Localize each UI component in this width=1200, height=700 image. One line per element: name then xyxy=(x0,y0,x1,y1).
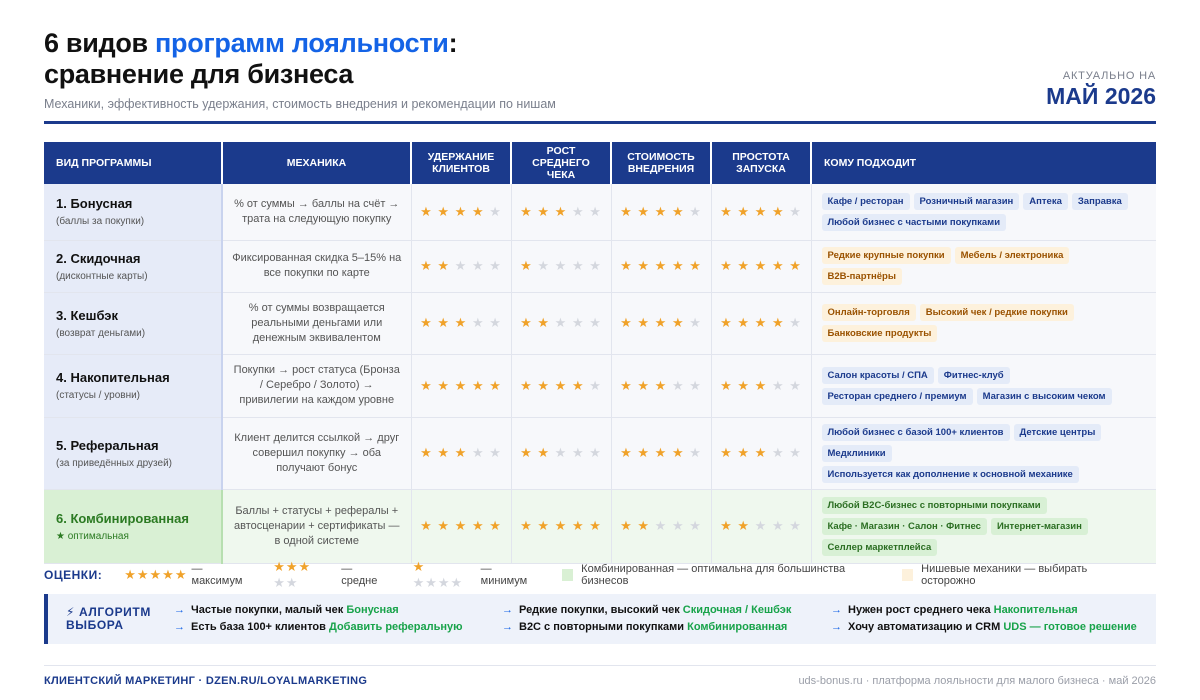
rating-simplicity: ★ ★ ★ ★ ★ xyxy=(711,240,811,292)
rating-avg-check: ★ ★ ★ ★ ★ xyxy=(511,240,611,292)
title-line2: сравнение для бизнеса xyxy=(44,59,354,89)
niche-tag: Редкие крупные покупки xyxy=(822,247,951,264)
program-name-cell xyxy=(44,417,222,489)
rating-simplicity: ★ ★ ★ ★ ★ xyxy=(711,184,811,240)
niche-tag: Детские центры xyxy=(1014,424,1102,441)
table-row xyxy=(44,489,1156,563)
niche-tag: Розничный магазин xyxy=(914,193,1020,210)
niche-tag: Онлайн-торговля xyxy=(822,304,916,321)
table-header-row xyxy=(44,142,1156,184)
arrow-right-icon: → xyxy=(174,621,185,633)
table-row xyxy=(44,354,1156,417)
program-name-cell xyxy=(44,292,222,354)
program-name: 1. Бонусная xyxy=(56,196,133,212)
col-header-mechanic: МЕХАНИКА xyxy=(222,142,411,184)
niche-tag: Любой бизнес с базой 100+ клиентов xyxy=(822,424,1010,441)
title-accent: программ лояльности xyxy=(155,28,449,58)
page-subtitle: Механики, эффективность удержания, стоимость внедрения и рекомендации по нишам xyxy=(44,97,556,111)
arrow-right-icon: → xyxy=(502,621,513,633)
fits-cell xyxy=(811,184,1156,240)
rating-cost: ★ ★ ★ ★ ★ xyxy=(611,417,711,489)
program-subtitle: (за приведённых друзей) xyxy=(56,457,173,469)
rating-avg-check: ★ ★ ★ ★ ★ xyxy=(511,184,611,240)
rating-avg-check: ★ ★ ★ ★ ★ xyxy=(511,489,611,563)
legend-max: ★★★★★ — максимум xyxy=(124,563,243,587)
col-header-cost: СТОИМОСТЬ ВНЕДРЕНИЯ xyxy=(611,142,711,184)
date-label: АКТУАЛЬНО НА xyxy=(1062,70,1156,82)
niche-tag: Используется как дополнение к основной механике xyxy=(822,466,1079,483)
legend-mid: ★★★ ★★ — средне xyxy=(273,559,378,590)
mechanic-cell: Баллы + статусы + рефералы + автосценарии + сертификаты — в одной системе xyxy=(222,489,411,563)
table-row xyxy=(44,292,1156,354)
mechanic-cell: Фиксированная скидка 5–15% на все покупки по карте xyxy=(222,240,411,292)
niche-tag: Магазин с высоким чеком xyxy=(977,388,1112,405)
niche-tag: Медклиники xyxy=(822,445,892,462)
date-value: МАЙ 2026 xyxy=(1046,83,1156,109)
stars-icon: ★ ★★★★ xyxy=(412,559,464,590)
footer-credit: uds-bonus.ru · платформа лояльности для малого бизнеса · май 2026 xyxy=(798,675,1156,687)
program-name: 2. Скидочная xyxy=(56,250,141,266)
date-box xyxy=(1046,70,1156,110)
rating-avg-check: ★ ★ ★ ★ ★ xyxy=(511,292,611,354)
program-name: 5. Реферальная xyxy=(56,437,159,453)
program-subtitle: (возврат деньгами) xyxy=(56,327,146,339)
orange-swatch-icon xyxy=(902,569,913,581)
rating-cost: ★ ★ ★ ★ ★ xyxy=(611,184,711,240)
algorithm-item: → B2C с повторными покупками Комбинированная xyxy=(502,621,788,633)
niche-tag: Селлер маркетплейса xyxy=(822,539,938,556)
algorithm-result: Накопительная xyxy=(993,604,1078,616)
program-name-cell xyxy=(44,184,222,240)
program-subtitle: ★ оптимальная xyxy=(56,530,129,542)
rating-retention: ★ ★ ★ ★ ★ xyxy=(411,240,511,292)
program-name-cell xyxy=(44,354,222,417)
niche-tag: Аптека xyxy=(1023,193,1068,210)
fits-cell xyxy=(811,417,1156,489)
rating-retention: ★ ★ ★ ★ ★ xyxy=(411,489,511,563)
legend xyxy=(44,559,1156,590)
arrow-right-icon: → xyxy=(831,604,842,616)
stars-icon: ★★★ ★★ xyxy=(273,559,312,590)
algorithm-result: UDS — готовое решение xyxy=(1003,621,1137,633)
niche-tag: Интернет-магазин xyxy=(991,518,1088,535)
footer-source: КЛИЕНТСКИЙ МАРКЕТИНГ · DZEN.RU/LOYALMARKETING xyxy=(44,675,368,687)
legend-min: ★ ★★★★ — минимум xyxy=(412,559,528,590)
table-row xyxy=(44,417,1156,489)
niche-tag: Высокий чек / редкие покупки xyxy=(920,304,1074,321)
header xyxy=(44,28,1156,124)
rating-retention: ★ ★ ★ ★ ★ xyxy=(411,354,511,417)
algorithm-result: Добавить реферальную xyxy=(328,621,463,633)
legend-combo: Комбинированная — оптимальна для большинства бизнесов xyxy=(562,563,878,587)
algorithm-item: → Есть база 100+ клиентов Добавить реферальную xyxy=(174,621,463,633)
algorithm-item: → Хочу автоматизацию и CRM UDS — готовое решение xyxy=(831,621,1137,633)
col-header-fits: КОМУ ПОДХОДИТ xyxy=(811,142,1156,184)
program-name: 4. Накопительная xyxy=(56,370,170,385)
program-name: 6. Комбинированная xyxy=(56,510,189,526)
rating-simplicity: ★ ★ ★ ★ ★ xyxy=(711,292,811,354)
rating-avg-check: ★ ★ ★ ★ ★ xyxy=(511,354,611,417)
table-row xyxy=(44,184,1156,240)
stars-icon: ★★★★★ xyxy=(124,567,188,582)
legend-title: ОЦЕНКИ: xyxy=(44,568,103,582)
rating-simplicity: ★ ★ ★ ★ ★ xyxy=(711,417,811,489)
niche-tag: Ресторан среднего / премиум xyxy=(822,388,973,405)
algorithm-result: Скидочная / Кешбэк xyxy=(682,604,792,616)
program-name-cell xyxy=(44,240,222,292)
col-header-simplicity: ПРОСТОТА ЗАПУСКА xyxy=(711,142,811,184)
col-header-type: ВИД ПРОГРАММЫ xyxy=(44,142,222,184)
rating-cost: ★ ★ ★ ★ ★ xyxy=(611,292,711,354)
selection-algorithm xyxy=(44,594,1156,644)
fits-cell xyxy=(811,354,1156,417)
mechanic-cell: % от суммы возвращается реальными деньгами или денежным эквивалентом xyxy=(222,292,411,354)
fits-cell xyxy=(811,240,1156,292)
niche-tag: Кафе · Магазин · Салон · Фитнес xyxy=(822,518,987,535)
rating-simplicity: ★ ★ ★ ★ ★ xyxy=(711,489,811,563)
niche-tag: Банковские продукты xyxy=(822,325,938,342)
comparison-table xyxy=(44,142,1156,564)
algorithm-result: Комбинированная xyxy=(687,621,788,633)
niche-tag: Любой B2C-бизнес с повторными покупками xyxy=(822,497,1047,514)
program-subtitle: (баллы за покупки) xyxy=(56,216,145,228)
arrow-right-icon: → xyxy=(831,621,842,633)
legend-niche: Нишевые механики — выбирать осторожно xyxy=(902,563,1132,587)
niche-tag: Салон красоты / СПА xyxy=(822,367,934,384)
green-swatch-icon xyxy=(562,569,573,581)
program-subtitle: (статусы / уровни) xyxy=(56,390,141,401)
rating-cost: ★ ★ ★ ★ ★ xyxy=(611,354,711,417)
rating-retention: ★ ★ ★ ★ ★ xyxy=(411,184,511,240)
program-name: 3. Кешбэк xyxy=(56,307,118,323)
footer xyxy=(44,665,1156,687)
niche-tag: Любой бизнес с частыми покупками xyxy=(822,214,1007,231)
page-title: 6 видов программ лояльности: сравнение для бизнеса xyxy=(44,28,458,89)
col-header-retention: УДЕРЖАНИЕ КЛИЕНТОВ xyxy=(411,142,511,184)
rating-retention: ★ ★ ★ ★ ★ xyxy=(411,417,511,489)
niche-tag: Кафе / ресторан xyxy=(822,193,910,210)
col-header-avg-check: РОСТ СРЕДНЕГО ЧЕКА xyxy=(511,142,611,184)
rating-cost: ★ ★ ★ ★ ★ xyxy=(611,240,711,292)
fits-cell xyxy=(811,489,1156,563)
niche-tag: Фитнес-клуб xyxy=(938,367,1010,384)
table-row xyxy=(44,240,1156,292)
mechanic-cell: Покупки → рост статуса (Бронза / Серебро / Золото) → привилегии на каждом уровне xyxy=(222,354,411,417)
niche-tag: Мебель / электроника xyxy=(955,247,1070,264)
rating-retention: ★ ★ ★ ★ ★ xyxy=(411,292,511,354)
mechanic-cell: Клиент делится ссылкой → друг совершил покупку → оба получают бонус xyxy=(222,417,411,489)
algorithm-item: → Частые покупки, малый чек Бонусная xyxy=(174,604,399,616)
algorithm-title: ⚡ АЛГОРИТМ ВЫБОРА xyxy=(66,605,151,632)
program-name-cell xyxy=(44,489,222,563)
algorithm-item: → Нужен рост среднего чека Накопительная xyxy=(831,604,1078,616)
mechanic-cell: % от суммы → баллы на счёт → трата на следующую покупку xyxy=(222,184,411,240)
fits-cell xyxy=(811,292,1156,354)
rating-avg-check: ★ ★ ★ ★ ★ xyxy=(511,417,611,489)
program-subtitle: (дисконтные карты) xyxy=(56,270,148,282)
arrow-right-icon: → xyxy=(174,604,185,616)
rating-simplicity: ★ ★ ★ ★ ★ xyxy=(711,354,811,417)
rating-cost: ★ ★ ★ ★ ★ xyxy=(611,489,711,563)
niche-tag: Заправка xyxy=(1072,193,1128,210)
algorithm-result: Бонусная xyxy=(346,604,399,616)
algorithm-item: → Редкие покупки, высокий чек Скидочная / Кешбэк xyxy=(502,604,792,616)
arrow-right-icon: → xyxy=(502,604,513,616)
niche-tag: B2B-партнёры xyxy=(822,268,902,285)
